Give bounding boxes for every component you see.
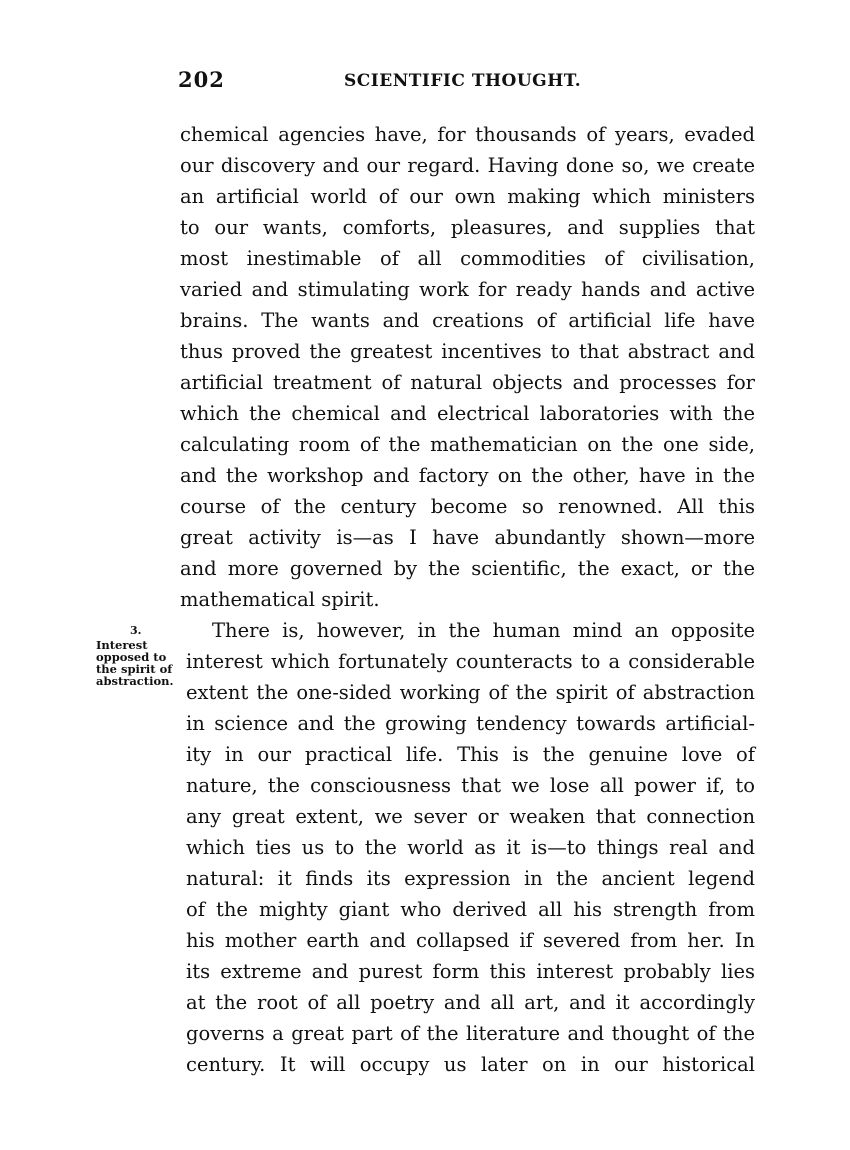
text-line: great activity is—as I have abundantly shown—more xyxy=(180,526,755,549)
text-line: mathematical spirit. xyxy=(180,588,380,611)
text-line: nature, the consciousness that we lose all power if, to xyxy=(186,774,755,797)
text-line: extent the one-sided working of the spirit of abstraction xyxy=(186,681,755,704)
text-line: which the chemical and electrical laboratories with the xyxy=(180,402,755,425)
text-line: its extreme and purest form this interest probably lies xyxy=(186,960,755,983)
margin-note-line: Interest xyxy=(96,638,148,652)
text-line: our discovery and our regard. Having done so, we create xyxy=(180,154,755,177)
text-line: calculating room of the mathematician on the one side, xyxy=(180,433,755,456)
text-line: thus proved the greatest incentives to that abstract and xyxy=(180,340,755,363)
text-line: course of the century become so renowned. All this xyxy=(180,495,755,518)
text-line: which ties us to the world as it is—to things real and xyxy=(186,836,755,859)
text-line: There is, however, in the human mind an opposite xyxy=(212,619,755,642)
text-line: century. It will occupy us later on in our historical xyxy=(186,1053,755,1076)
text-line: and the workshop and factory on the other, have in the xyxy=(180,464,755,487)
text-line: in science and the growing tendency towards artificial- xyxy=(186,712,755,735)
margin-note-line: abstraction. xyxy=(96,674,174,688)
page-number: 202 xyxy=(178,67,225,92)
text-line: his mother earth and collapsed if severed from her. In xyxy=(186,929,755,952)
text-line: an artificial world of our own making which ministers xyxy=(180,185,755,208)
text-line: chemical agencies have, for thousands of years, evaded xyxy=(180,123,755,146)
text-line: artificial treatment of natural objects and processes for xyxy=(180,371,755,394)
text-line: natural: it finds its expression in the ancient legend xyxy=(186,867,755,890)
text-line: at the root of all poetry and all art, and it accordingly xyxy=(186,991,755,1014)
margin-note-number: 3. xyxy=(130,624,142,637)
body-text xyxy=(180,119,755,1080)
text-line: interest which fortunately counteracts to a considerable xyxy=(186,650,755,673)
margin-note xyxy=(96,623,182,687)
margin-note-line: the spirit of xyxy=(96,662,173,676)
text-line: to our wants, comforts, pleasures, and supplies that xyxy=(180,216,755,239)
text-line: brains. The wants and creations of artificial life have xyxy=(180,309,755,332)
text-line: any great extent, we sever or weaken that connection xyxy=(186,805,755,828)
text-line: governs a great part of the literature and thought of the xyxy=(186,1022,755,1045)
text-line: varied and stimulating work for ready hands and active xyxy=(180,278,755,301)
text-line: most inestimable of all commodities of civilisation, xyxy=(180,247,755,270)
running-head: SCIENTIFIC THOUGHT. xyxy=(344,71,582,91)
text-line: ity in our practical life. This is the genuine love of xyxy=(186,743,755,766)
margin-note-line: opposed to xyxy=(96,650,167,664)
text-line: of the mighty giant who derived all his strength from xyxy=(186,898,755,921)
text-line: and more governed by the scientific, the exact, or the xyxy=(180,557,755,580)
